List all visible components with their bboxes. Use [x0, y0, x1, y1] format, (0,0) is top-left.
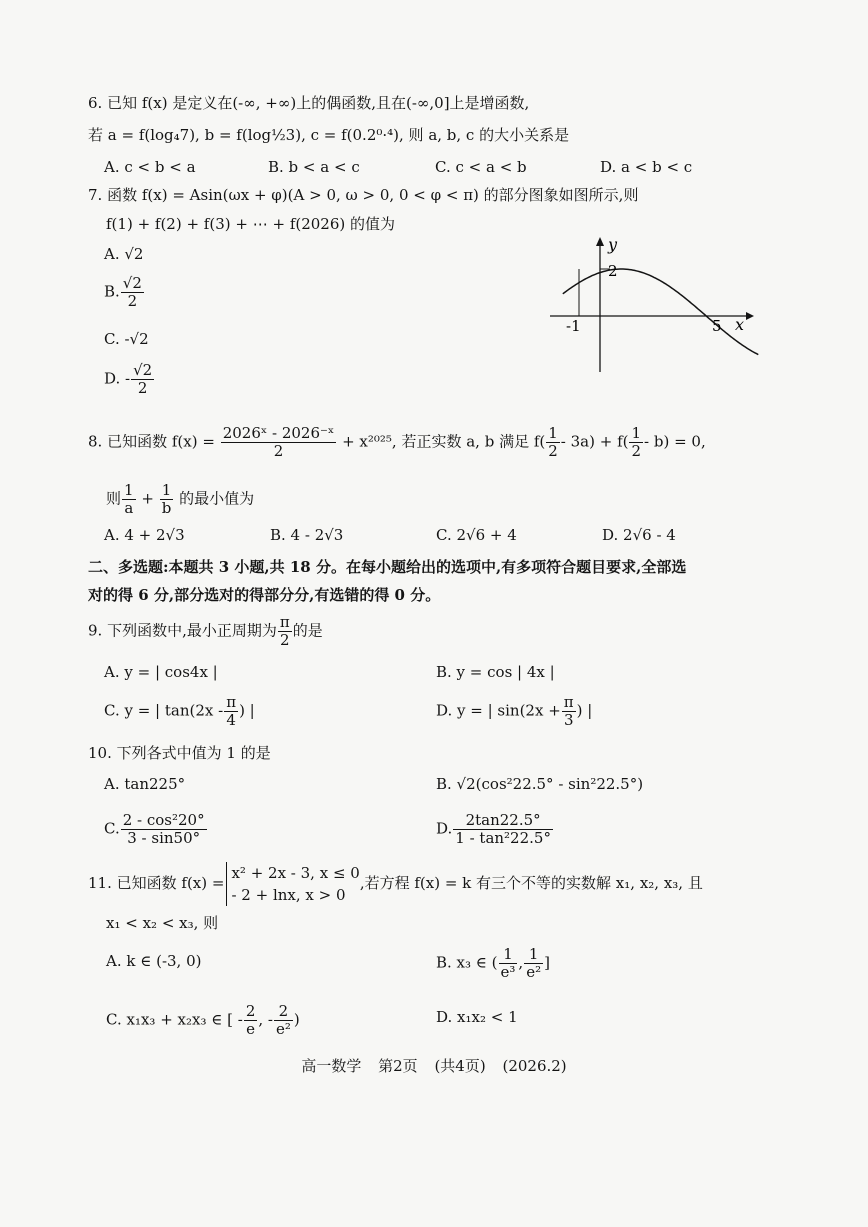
footer-date: (2026.2) [502, 1057, 567, 1075]
q6-stem-line1: 6. 已知 f(x) 是定义在(-∞, +∞)上的偶函数,且在(-∞,0]上是增函数, [88, 94, 530, 112]
q6-option-d: D. a < b < c [600, 158, 693, 176]
q8-option-b: B. 4 - 2√3 [270, 526, 344, 544]
q8-stem-line2: 则 $\frac{1}{a}$ + $\frac{1}{b}$ 的最小值为 [106, 481, 255, 517]
fraction: $\frac{2}{\text{e²}}$ [275, 1002, 291, 1038]
q10-option-d: D. $\frac{2\tan 22.5^\circ}{\text{1 - tan²22.5°}}$ [436, 811, 551, 847]
q11-stem-line1: 11. 已知函数 f(x) = x² + 2x - 3, x ≤ 0 - 2 + lnx, x > 0 ,若方程 f(x) = k 有三个不等的实数解 x₁, x₂, x₃, 且 [88, 864, 703, 904]
q7-option-b: B. $\frac{√2}{2}$ [104, 274, 142, 310]
fraction: $\frac{1}{a}$ [124, 481, 134, 517]
q9-stem: 9. 下列函数中,最小正周期为 $\frac{\pi}{2}$ 的是 [88, 613, 323, 649]
q7-sine-graph [550, 232, 760, 372]
q11-option-c: C. x₁x₃ + x₂x₃ ∈ [ - $\frac{2}{e}$ , - $\frac{2}{\text{e²}}$ ) [106, 1002, 300, 1038]
fraction: $\frac{2}{e}$ [245, 1002, 256, 1038]
q7-stem-line1: 7. 函数 f(x) = Asin(ωx + φ)(A > 0, ω > 0, 0 < φ < π) 的部分图象如图所示,则 [88, 186, 639, 204]
fraction: $\frac{1}{\text{e³}}$ [500, 945, 516, 981]
graph-x-label: x [735, 315, 745, 334]
fraction: $\frac{\pi}{4}$ [226, 693, 237, 729]
q7-option-c: C. -√2 [104, 330, 149, 348]
q9-option-b: B. y = cos | 4x | [436, 663, 555, 681]
q11-option-d: D. x₁x₂ < 1 [436, 1008, 518, 1026]
q9-option-d: D. y = | sin(2x + $\frac{\pi}{3}$ ) | [436, 693, 593, 729]
fraction: $\frac{\text{2 - cos²20°}}{3 - \sin 50^\circ}$ [122, 811, 205, 847]
footer-total: (共4页) [434, 1057, 486, 1075]
fraction: $\frac{1}{\text{e²}}$ [526, 945, 542, 981]
q7-stem-line2: f(1) + f(2) + f(3) + ⋯ + f(2026) 的值为 [106, 215, 396, 233]
q6-stem-line2: 若 a = f(log₄7), b = f(log½3), c = f(0.2⁰·⁴), 则 a, b, c 的大小关系是 [88, 126, 570, 144]
q10-stem: 10. 下列各式中值为 1 的是 [88, 744, 271, 762]
q10-option-b: B. √2(cos²22.5° - sin²22.5°) [436, 775, 644, 793]
fraction: $\frac{\pi}{3}$ [563, 693, 574, 729]
fraction: $\frac{√2}{2}$ [133, 361, 153, 397]
q7-option-d: D. - $\frac{√2}{2}$ [104, 361, 153, 397]
graph-peak-label: 2 [608, 262, 618, 280]
fraction: $\frac{\text{2026ˣ - 2026⁻ˣ}}{2}$ [222, 424, 335, 460]
q9-option-c: C. y = | tan(2x - $\frac{\pi}{4}$ ) | [104, 693, 255, 729]
fraction: $\frac{2\tan 22.5^\circ}{\text{1 - tan²22.5°}}$ [455, 811, 551, 847]
q8-option-c: C. 2√6 + 4 [436, 526, 517, 544]
graph-neg-label: -1 [566, 317, 581, 335]
footer-subject: 高一数学 [301, 1057, 362, 1075]
page-footer [0, 1055, 868, 1076]
section2-heading-line1: 二、多选题:本题共 3 小题,共 18 分。在每小题给出的选项中,有多项符合题目要求,全部选 [88, 558, 687, 576]
fraction: $\frac{\pi}{2}$ [279, 613, 290, 649]
q7-option-a: A. √2 [104, 245, 144, 263]
q9-option-a: A. y = | cos4x | [104, 663, 218, 681]
fraction: $\frac{1}{2}$ [548, 424, 558, 460]
q8-stem-line1: 8. 已知函数 f(x) = $\frac{\text{2026ˣ - 2026⁻ˣ}}{2}$ + x²⁰²⁵, 若正实数 a, b 满足 f( $\frac{1}{2}$ - 3a) + f( $\frac{1}{2}$ - b) = 0, [88, 424, 706, 460]
graph-y-label: y [608, 235, 618, 254]
fraction: $\frac{1}{b}$ [161, 481, 172, 517]
q11-option-b: B. x₃ ∈ ( $\frac{1}{\text{e³}}$ , $\frac{1}{\text{e²}}$ ] [436, 945, 550, 981]
q6-option-a: A. c < b < a [104, 158, 196, 176]
fraction: $\frac{√2}{2}$ [122, 274, 142, 310]
graph-zero-label: 5 [712, 317, 722, 335]
q10-option-c: C. $\frac{\text{2 - cos²20°}}{3 - \sin 50^\circ}$ [104, 811, 205, 847]
q11-option-a: A. k ∈ (-3, 0) [106, 952, 202, 970]
section2-heading-line2: 对的得 6 分,部分选对的得部分分,有选错的得 0 分。 [88, 586, 441, 604]
q11-stem-line2: x₁ < x₂ < x₃, 则 [106, 914, 219, 932]
q8-option-a: A. 4 + 2√3 [104, 526, 185, 544]
q6-option-b: B. b < a < c [268, 158, 360, 176]
q6-option-c: C. c < a < b [435, 158, 527, 176]
fraction: $\frac{1}{2}$ [631, 424, 642, 460]
q10-option-a: A. tan225° [104, 775, 186, 793]
q8-option-d: D. 2√6 - 4 [602, 526, 676, 544]
footer-page: 第2页 [378, 1057, 418, 1075]
piecewise-brace: x² + 2x - 3, x ≤ 0 - 2 + lnx, x > 0 [226, 862, 359, 906]
